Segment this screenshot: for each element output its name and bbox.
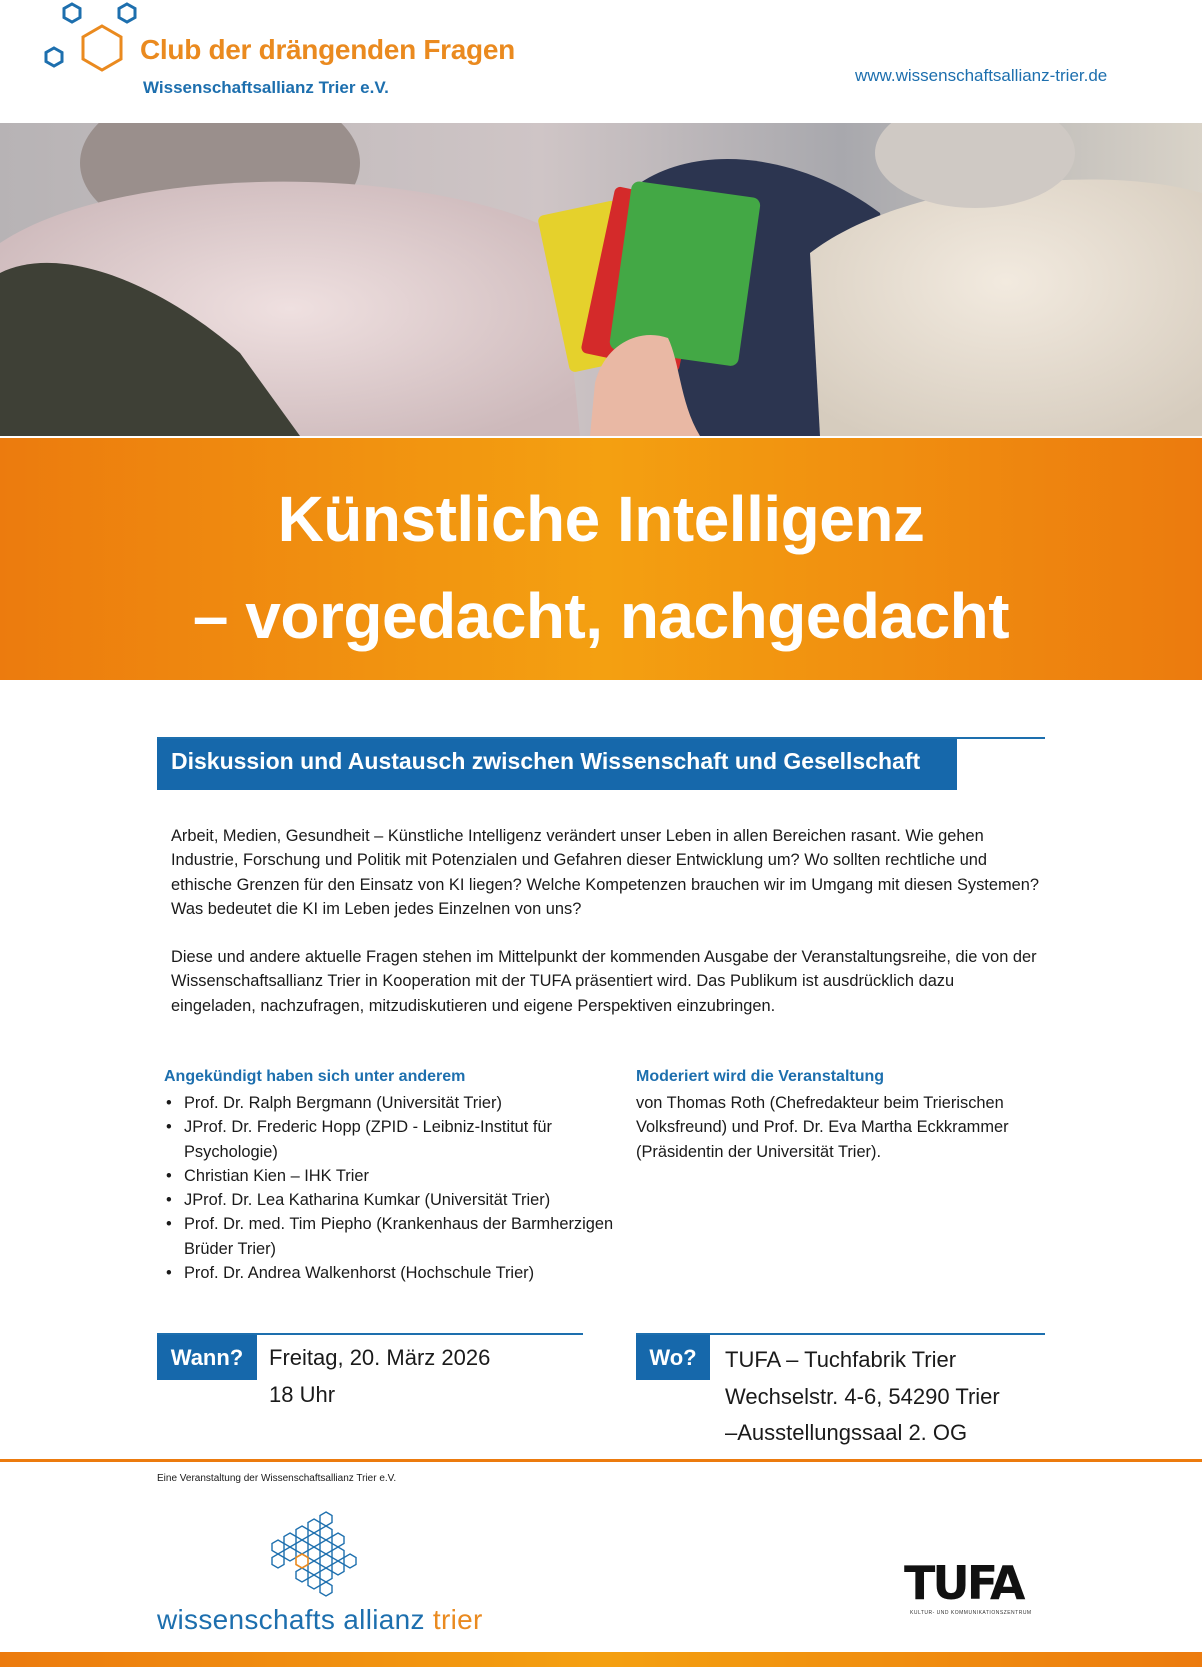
club-title: Club der drängenden Fragen — [140, 34, 515, 65]
list-item: • Prof. Dr. Ralph Bergmann (Universität Trier) — [164, 1091, 634, 1115]
moderation-text: von Thomas Roth (Chefredakteur beim Trierischen Volksfreund) und Prof. Dr. Eva Martha Eckkrammer (Präsidentin der Universität Trier). — [636, 1094, 1009, 1161]
wordmark-part-2: allianz — [343, 1604, 425, 1635]
allianz-honeycomb-icon — [268, 1510, 368, 1610]
wordmark-part-1: wissenschafts — [157, 1604, 336, 1635]
venue-room: –Ausstellungssaal 2. OG — [725, 1420, 968, 1445]
subtitle: Diskussion und Austausch zwischen Wissenschaft und Gesellschaft — [171, 748, 921, 774]
wordmark-part-3: trier — [432, 1604, 483, 1635]
moderation-heading: Moderiert wird die Veranstaltung — [636, 1068, 885, 1085]
venue-name: TUFA – Tuchfabrik Trier — [725, 1347, 957, 1372]
club-hexagon-logo-icon — [42, 0, 142, 80]
list-item: • JProf. Dr. Lea Katharina Kumkar (Universität Trier) — [164, 1188, 634, 1212]
website-link[interactable]: www.wissenschaftsallianz-trier.de — [855, 66, 1108, 85]
list-item: • Prof. Dr. med. Tim Piepho (Krankenhaus der Barmherzigen Brüder Trier) — [164, 1212, 634, 1261]
tufa-tagline: KULTUR- UND KOMMUNIKATIONSZENTRUM — [910, 1610, 1032, 1616]
event-date: Freitag, 20. März 2026 — [269, 1345, 491, 1370]
description-paragraph: Diese und andere aktuelle Fragen stehen im Mittelpunkt der kommenden Ausgabe der Veranstaltungsreihe, die von der Wissenschaftsallianz Trier in Kooperation mit der TUFA präsentiert wird. Das Publikum ist ausdrücklich dazu eingeladen, nachzufragen, mitzudiskutieren und eigene Perspektiven einzubringen. — [171, 948, 1037, 1015]
headline-line-1: Künstliche Intelligenz — [277, 483, 925, 555]
list-item: • Prof. Dr. Andrea Walkenhorst (Hochschule Trier) — [164, 1261, 634, 1285]
bottom-bar — [0, 1652, 1202, 1667]
allianz-wordmark — [157, 1604, 483, 1636]
footer-divider — [0, 1459, 1202, 1462]
speakers-heading: Angekündigt haben sich unter anderem — [164, 1068, 466, 1085]
intro-paragraph: Arbeit, Medien, Gesundheit – Künstliche Intelligenz verändert unser Leben in allen Bereichen rasant. Wie gehen Industrie, Forschung und Politik mit Potenzialen und Gefahren dieser Entwicklung um? Wo sollten rechtliche und ethische Grenzen für den Einsatz von KI liegen? Welche Kompetenzen brauchen wir im Umgang mit diesen Systemen? Was bedeutet die KI im Leben jedes Einzelnen von uns? — [171, 827, 1039, 919]
when-details — [269, 1340, 490, 1413]
venue-address: Wechselstr. 4-6, 54290 Trier — [725, 1383, 1000, 1409]
speakers-list — [164, 1091, 634, 1285]
event-time: 18 Uhr — [269, 1381, 336, 1407]
tufa-logo: TUFA — [904, 1556, 1023, 1610]
list-item: • Christian Kien – IHK Trier — [164, 1164, 634, 1188]
organizer-note: Eine Veranstaltung der Wissenschaftsallianz Trier e.V. — [157, 1473, 397, 1484]
club-subtitle: Wissenschaftsallianz Trier e.V. — [143, 78, 389, 97]
headline-line-2: – vorgedacht, nachgedacht — [192, 580, 1010, 652]
list-item: • JProf. Dr. Frederic Hopp (ZPID - Leibniz-Institut für Psychologie) — [164, 1115, 634, 1164]
where-label: Wo? — [636, 1335, 710, 1380]
when-label: Wann? — [157, 1335, 257, 1380]
where-details — [725, 1342, 1000, 1452]
hero-photo — [0, 123, 1202, 436]
